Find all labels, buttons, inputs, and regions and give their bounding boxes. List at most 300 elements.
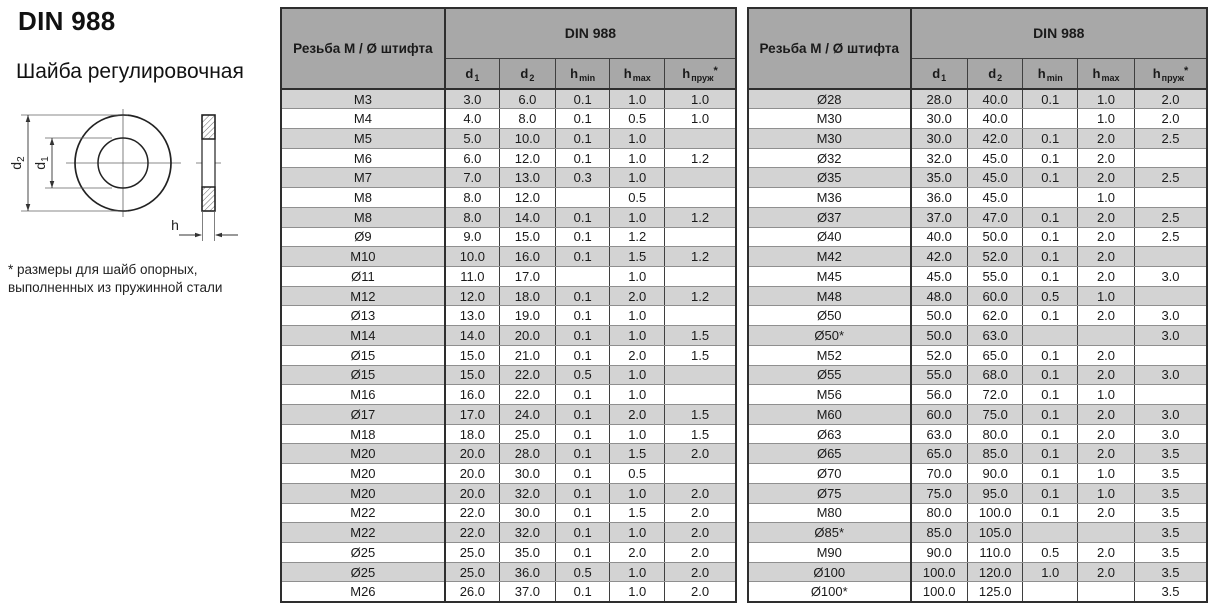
value-cell: 12.0 [499,188,555,208]
value-cell: 120.0 [967,562,1023,582]
table-row [748,444,1207,464]
table-row [748,523,1207,543]
value-cell: 2.0 [1078,562,1135,582]
table-row [281,89,736,109]
size-cell: Ø17 [281,405,445,425]
table-row [281,385,736,405]
value-cell: 60.0 [967,286,1023,306]
size-cell: Ø25 [281,562,445,582]
column-header-h-max: $h_{max}$ [610,58,665,89]
value-cell: 0.1 [1023,483,1078,503]
size-cell: M8 [281,207,445,227]
size-cell: M45 [748,266,911,286]
value-cell: 30.0 [911,128,968,148]
value-cell: 3.0 [1134,405,1207,425]
value-cell: 25.0 [499,424,555,444]
value-cell: 12.0 [499,148,555,168]
table-row [748,306,1207,326]
front-view [66,109,181,217]
value-cell: 2.0 [665,503,736,523]
value-cell: 2.0 [1134,89,1207,109]
value-cell: 2.0 [1078,345,1135,365]
size-cell: M52 [748,345,911,365]
value-cell: 0.1 [555,543,610,563]
value-cell: 2.0 [610,405,665,425]
value-cell: 100.0 [967,503,1023,523]
value-cell: 2.0 [1078,168,1135,188]
value-cell: 45.0 [967,168,1023,188]
size-cell: Ø50* [748,326,911,346]
value-cell [1023,523,1078,543]
value-cell [1023,582,1078,602]
table-row [281,109,736,129]
table-row [281,227,736,247]
table-row [281,543,736,563]
size-cell: Ø15 [281,365,445,385]
value-cell: 2.0 [1078,424,1135,444]
size-cell: M14 [281,326,445,346]
size-cell: Ø37 [748,207,911,227]
size-cell: Ø55 [748,365,911,385]
value-cell: 85.0 [911,523,968,543]
value-cell: 10.0 [445,247,500,267]
value-cell: 2.0 [1078,128,1135,148]
label-d2: $d_2$ [8,156,27,170]
table-row [281,286,736,306]
value-cell: 17.0 [445,405,500,425]
value-cell: 3.5 [1134,503,1207,523]
value-cell: 10.0 [499,128,555,148]
size-cell: M20 [281,483,445,503]
value-cell: 8.0 [445,207,500,227]
table-row [748,128,1207,148]
value-cell: 2.0 [1078,405,1135,425]
label-h: h [171,217,179,233]
value-cell: 110.0 [967,543,1023,563]
value-cell: 0.1 [555,286,610,306]
table-row [281,266,736,286]
value-cell: 1.5 [610,247,665,267]
value-cell: 1.0 [1078,286,1135,306]
value-cell: 3.5 [1134,582,1207,602]
value-cell: 1.0 [610,582,665,602]
value-cell: 2.0 [1078,306,1135,326]
table-row [748,562,1207,582]
value-cell [665,188,736,208]
size-cell: Ø70 [748,464,911,484]
table-row [281,444,736,464]
table-row [748,89,1207,109]
value-cell: 1.2 [665,207,736,227]
column-header-d1: $d_1$ [445,58,500,89]
value-cell: 1.0 [610,483,665,503]
value-cell: 125.0 [967,582,1023,602]
value-cell: 1.0 [610,207,665,227]
size-cell: M60 [748,405,911,425]
value-cell: 1.0 [610,385,665,405]
value-cell: 22.0 [499,385,555,405]
value-cell: 1.0 [610,523,665,543]
value-cell: 0.1 [555,405,610,425]
value-cell: 0.1 [1023,128,1078,148]
value-cell: 0.5 [555,365,610,385]
value-cell: 1.5 [610,444,665,464]
value-cell [1078,582,1135,602]
value-cell [1134,188,1207,208]
size-cell: M30 [748,128,911,148]
table-row [281,306,736,326]
value-cell [665,464,736,484]
table-row [748,326,1207,346]
value-cell: 20.0 [445,483,500,503]
value-cell: 62.0 [967,306,1023,326]
value-cell: 2.0 [1078,503,1135,523]
value-cell: 1.0 [610,562,665,582]
value-cell: 90.0 [911,543,968,563]
table-row [748,266,1207,286]
value-cell: 2.0 [665,543,736,563]
value-cell: 26.0 [445,582,500,602]
value-cell: 0.1 [555,148,610,168]
table-row [281,247,736,267]
value-cell: 0.1 [555,306,610,326]
value-cell: 63.0 [967,326,1023,346]
value-cell: 65.0 [911,444,968,464]
value-cell: 42.0 [911,247,968,267]
value-cell: 30.0 [499,503,555,523]
column-header-thread: Резьба М / Ø штифта [281,8,445,89]
value-cell: 75.0 [911,483,968,503]
value-cell: 8.0 [499,109,555,129]
value-cell: 48.0 [911,286,968,306]
value-cell: 45.0 [911,266,968,286]
size-cell: M26 [281,582,445,602]
table-row [281,464,736,484]
value-cell: 2.0 [1134,109,1207,129]
value-cell: 28.0 [499,444,555,464]
value-cell: 1.5 [665,405,736,425]
table-row [281,345,736,365]
value-cell [665,168,736,188]
value-cell: 1.0 [610,266,665,286]
table-row [748,582,1207,602]
table-row [748,543,1207,563]
value-cell: 1.2 [665,148,736,168]
din988-table-small-sizes [280,7,737,603]
value-cell: 2.5 [1134,207,1207,227]
value-cell: 3.0 [445,89,500,109]
value-cell: 30.0 [499,464,555,484]
table-row [281,503,736,523]
table-row [281,523,736,543]
table-row [748,483,1207,503]
table-row [748,207,1207,227]
value-cell: 2.0 [610,543,665,563]
value-cell [665,306,736,326]
table-row [281,188,736,208]
value-cell: 0.1 [555,464,610,484]
table-row [281,562,736,582]
washer-technical-drawing [0,98,252,250]
size-cell: M10 [281,247,445,267]
dimension-h [171,217,238,237]
value-cell [1134,247,1207,267]
value-cell: 36.0 [499,562,555,582]
value-cell: 14.0 [445,326,500,346]
value-cell [1023,326,1078,346]
value-cell: 35.0 [911,168,968,188]
value-cell: 1.0 [1078,385,1135,405]
value-cell: 15.0 [445,365,500,385]
washer-drawing-svg [0,98,252,250]
value-cell: 0.1 [1023,345,1078,365]
value-cell: 2.0 [665,523,736,543]
size-cell: M48 [748,286,911,306]
value-cell: 5.0 [445,128,500,148]
value-cell: 1.2 [665,247,736,267]
table-row [748,464,1207,484]
value-cell: 3.5 [1134,543,1207,563]
value-cell [1134,148,1207,168]
value-cell: 0.1 [555,444,610,464]
column-header-d2: $d_2$ [967,58,1023,89]
value-cell: 32.0 [499,483,555,503]
table-row [748,385,1207,405]
size-cell: Ø32 [748,148,911,168]
value-cell: 55.0 [967,266,1023,286]
value-cell: 2.0 [1078,148,1135,168]
value-cell: 0.1 [1023,247,1078,267]
value-cell [1023,109,1078,129]
value-cell: 19.0 [499,306,555,326]
value-cell: 17.0 [499,266,555,286]
table-row [281,365,736,385]
value-cell: 0.1 [1023,365,1078,385]
value-cell: 56.0 [911,385,968,405]
value-cell: 32.0 [499,523,555,543]
value-cell: 80.0 [967,424,1023,444]
value-cell: 90.0 [967,464,1023,484]
value-cell: 1.5 [665,326,736,346]
size-cell: Ø15 [281,345,445,365]
value-cell: 0.1 [555,207,610,227]
size-cell: M20 [281,444,445,464]
size-cell: Ø85* [748,523,911,543]
value-cell: 0.1 [555,247,610,267]
value-cell: 22.0 [445,503,500,523]
value-cell: 0.1 [555,503,610,523]
page-subtitle: Шайба регулировочная [16,60,244,83]
value-cell: 0.1 [555,385,610,405]
size-cell: Ø65 [748,444,911,464]
value-cell: 2.0 [1078,247,1135,267]
value-cell: 2.0 [665,582,736,602]
value-cell: 1.0 [1078,109,1135,129]
value-cell: 25.0 [445,562,500,582]
value-cell: 3.0 [1134,326,1207,346]
table-row [748,365,1207,385]
value-cell: 0.1 [1023,148,1078,168]
value-cell: 0.5 [1023,286,1078,306]
size-cell: Ø75 [748,483,911,503]
value-cell: 68.0 [967,365,1023,385]
table-row [281,128,736,148]
value-cell: 0.1 [1023,227,1078,247]
column-group-header-din988: DIN 988 [911,8,1208,58]
value-cell: 14.0 [499,207,555,227]
value-cell: 3.0 [1134,306,1207,326]
value-cell: 1.0 [610,365,665,385]
table-row [281,207,736,227]
value-cell: 36.0 [911,188,968,208]
size-cell: M6 [281,148,445,168]
value-cell: 1.2 [665,286,736,306]
value-cell: 0.1 [555,109,610,129]
value-cell: 3.0 [1134,266,1207,286]
value-cell: 7.0 [445,168,500,188]
value-cell: 0.3 [555,168,610,188]
table-row [748,405,1207,425]
value-cell: 0.1 [555,227,610,247]
table-row [281,582,736,602]
value-cell: 2.5 [1134,168,1207,188]
value-cell: 1.5 [665,345,736,365]
value-cell: 12.0 [445,286,500,306]
value-cell: 0.1 [555,89,610,109]
column-header-d1: $d_1$ [911,58,968,89]
value-cell: 1.0 [1078,483,1135,503]
value-cell: 3.5 [1134,562,1207,582]
value-cell: 55.0 [911,365,968,385]
value-cell: 2.0 [1078,207,1135,227]
value-cell: 1.0 [610,424,665,444]
column-group-header-din988: DIN 988 [445,8,736,58]
value-cell: 22.0 [445,523,500,543]
size-cell: M18 [281,424,445,444]
value-cell: 6.0 [445,148,500,168]
value-cell: 42.0 [967,128,1023,148]
value-cell: 75.0 [967,405,1023,425]
value-cell: 1.5 [665,424,736,444]
value-cell [665,128,736,148]
value-cell: 1.0 [1078,188,1135,208]
value-cell: 0.5 [555,562,610,582]
value-cell: 30.0 [911,109,968,129]
value-cell: 2.5 [1134,227,1207,247]
value-cell: 65.0 [967,345,1023,365]
value-cell: 20.0 [445,444,500,464]
value-cell: 3.0 [1134,365,1207,385]
value-cell [1134,286,1207,306]
value-cell: 50.0 [967,227,1023,247]
size-cell: Ø25 [281,543,445,563]
value-cell: 15.0 [499,227,555,247]
value-cell: 1.0 [1078,89,1135,109]
table-row [281,148,736,168]
size-cell: Ø100 [748,562,911,582]
value-cell: 63.0 [911,424,968,444]
size-cell: M12 [281,286,445,306]
value-cell: 0.1 [1023,207,1078,227]
value-cell: 13.0 [445,306,500,326]
size-cell: M4 [281,109,445,129]
value-cell: 0.1 [555,483,610,503]
table-row [748,247,1207,267]
value-cell: 2.0 [665,444,736,464]
size-cell: M20 [281,464,445,484]
table-row [748,227,1207,247]
column-header-h-spring: $h_{пруж}^*$ [1134,58,1207,89]
value-cell: 0.5 [610,464,665,484]
value-cell: 95.0 [967,483,1023,503]
value-cell: 2.0 [610,286,665,306]
size-cell: M90 [748,543,911,563]
size-cell: Ø100* [748,582,911,602]
value-cell: 16.0 [499,247,555,267]
size-cell: M7 [281,168,445,188]
value-cell: 2.0 [1078,543,1135,563]
value-cell: 1.0 [665,109,736,129]
table-row [281,405,736,425]
value-cell: 4.0 [445,109,500,129]
page-title: DIN 988 [18,6,116,36]
value-cell: 1.0 [610,128,665,148]
value-cell [665,266,736,286]
value-cell: 16.0 [445,385,500,405]
size-cell: M42 [748,247,911,267]
size-cell: M22 [281,503,445,523]
value-cell: 3.5 [1134,523,1207,543]
size-cell: M56 [748,385,911,405]
value-cell: 1.0 [610,326,665,346]
value-cell: 0.1 [1023,306,1078,326]
value-cell: 0.5 [610,109,665,129]
value-cell: 13.0 [499,168,555,188]
value-cell: 21.0 [499,345,555,365]
column-header-h-spring: $h_{пруж}^*$ [665,58,736,89]
value-cell: 0.1 [1023,464,1078,484]
value-cell: 40.0 [911,227,968,247]
size-cell: Ø35 [748,168,911,188]
table-row [748,109,1207,129]
table-row [281,168,736,188]
value-cell: 37.0 [911,207,968,227]
value-cell [665,365,736,385]
value-cell: 47.0 [967,207,1023,227]
value-cell: 0.1 [1023,89,1078,109]
value-cell: 2.0 [1078,444,1135,464]
value-cell [555,266,610,286]
size-cell: M22 [281,523,445,543]
value-cell: 0.1 [1023,424,1078,444]
table-row [748,286,1207,306]
value-cell: 52.0 [911,345,968,365]
size-cell: Ø13 [281,306,445,326]
size-cell: M80 [748,503,911,523]
value-cell: 1.5 [610,503,665,523]
value-cell: 3.5 [1134,444,1207,464]
table-row [281,424,736,444]
size-cell: Ø40 [748,227,911,247]
value-cell: 3.5 [1134,464,1207,484]
value-cell: 2.0 [665,562,736,582]
value-cell: 20.0 [445,464,500,484]
column-header-h-min: $h_{min}$ [555,58,610,89]
value-cell [1078,326,1135,346]
value-cell: 2.0 [1078,266,1135,286]
table-row [748,503,1207,523]
din988-table-large-sizes [747,7,1208,603]
